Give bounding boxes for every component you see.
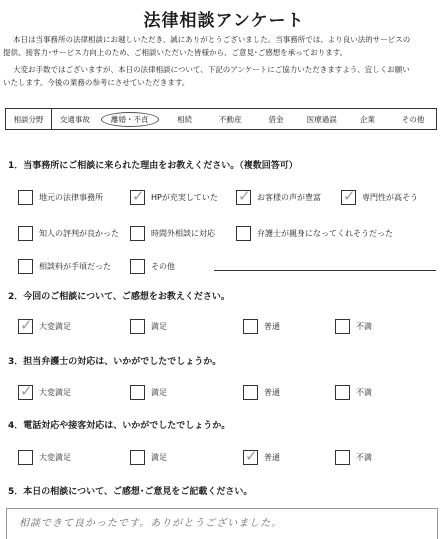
q3-option-very-satisfied[interactable] bbox=[18, 384, 71, 400]
checkbox[interactable] bbox=[18, 259, 33, 274]
option-label: 相談料が手頃だった bbox=[39, 261, 111, 271]
option-label: 大変満足 bbox=[39, 452, 71, 462]
option-label: 地元の法律事務所 bbox=[39, 192, 103, 202]
survey-title: 法律相談アンケート bbox=[143, 11, 305, 31]
checkbox-checked[interactable] bbox=[236, 190, 251, 205]
intro-line-1: 本日は当事務所の法律相談にお越しいただき、誠にありがとうございました。当事務所では、より良い法的サービスの bbox=[13, 35, 411, 44]
checkbox[interactable] bbox=[335, 385, 350, 400]
other-text-line[interactable] bbox=[214, 270, 436, 271]
q3-option-satisfied[interactable] bbox=[130, 384, 167, 400]
option-label: 大変満足 bbox=[39, 321, 71, 331]
category-debt[interactable]: 借金 bbox=[268, 114, 284, 124]
option-label: 不満 bbox=[356, 321, 372, 331]
q5-heading: 5．本日の相談について、ご感想･ご意見をご記載ください。 bbox=[8, 487, 253, 497]
checkbox[interactable] bbox=[130, 385, 145, 400]
checkbox[interactable] bbox=[243, 319, 258, 334]
q2-option-satisfied[interactable] bbox=[130, 318, 167, 334]
checkbox[interactable] bbox=[335, 319, 350, 334]
checkbox-checked[interactable] bbox=[18, 319, 33, 334]
checkbox[interactable] bbox=[236, 226, 251, 241]
option-label: 満足 bbox=[151, 321, 167, 331]
checkbox-checked[interactable] bbox=[341, 190, 356, 205]
q3-heading: 3．担当弁護士の対応は、いかがでしたでしょうか。 bbox=[8, 357, 222, 367]
q1-option-website[interactable] bbox=[130, 189, 218, 205]
q1-option-other[interactable] bbox=[130, 258, 175, 274]
checkbox[interactable] bbox=[130, 450, 145, 465]
comment-box[interactable] bbox=[6, 508, 438, 539]
q4-heading: 4．電話対応や接客対応は、いかがでしたでしょうか。 bbox=[8, 421, 231, 431]
q2-option-neutral[interactable] bbox=[243, 318, 280, 334]
q3-option-neutral[interactable] bbox=[243, 384, 280, 400]
option-label: 専門性が高そう bbox=[362, 192, 418, 202]
q2-option-very-satisfied[interactable] bbox=[18, 318, 71, 334]
q1-option-after-hours[interactable] bbox=[130, 225, 215, 241]
category-traffic[interactable]: 交通事故 bbox=[59, 114, 90, 124]
option-label: 不満 bbox=[356, 452, 372, 462]
option-label: 満足 bbox=[151, 387, 167, 397]
q1-option-local[interactable] bbox=[18, 189, 103, 205]
option-label: 不満 bbox=[356, 387, 372, 397]
q2-heading: 2．今回のご相談について、ご感想をお教えください。 bbox=[8, 292, 230, 302]
checkbox-checked[interactable] bbox=[243, 450, 258, 465]
q2-option-dissatisfied[interactable] bbox=[335, 318, 372, 334]
q4-option-neutral[interactable] bbox=[243, 449, 280, 465]
category-label: 相談分野 bbox=[6, 109, 52, 129]
checkbox[interactable] bbox=[130, 319, 145, 334]
q4-option-satisfied[interactable] bbox=[130, 449, 167, 465]
option-label: お客様の声が豊富 bbox=[257, 192, 321, 202]
category-real-estate[interactable]: 不動産 bbox=[219, 114, 242, 124]
option-label: HPが充実していた bbox=[151, 192, 218, 202]
option-label: 大変満足 bbox=[39, 387, 71, 397]
option-label: 普通 bbox=[264, 321, 280, 331]
checkbox[interactable] bbox=[18, 450, 33, 465]
intro-line-4: いたします。今後の業務の参考にさせていただきます。 bbox=[3, 78, 190, 87]
checkbox[interactable] bbox=[243, 385, 258, 400]
q1-option-expertise[interactable] bbox=[341, 189, 418, 205]
category-divorce-selected[interactable]: 離婚・不貞 bbox=[101, 112, 159, 127]
option-label: 弁護士が親身になってくれそうだった bbox=[257, 228, 393, 238]
option-label: その他 bbox=[151, 261, 175, 271]
q1-option-fee[interactable] bbox=[18, 258, 111, 274]
checkbox[interactable] bbox=[335, 450, 350, 465]
category-medical[interactable]: 医療過誤 bbox=[306, 114, 337, 124]
option-label: 普通 bbox=[264, 387, 280, 397]
q1-option-reputation[interactable] bbox=[18, 225, 119, 241]
intro-line-3: 大変お手数ではございますが、本日の法律相談について、下記のアンケートにご協力いただきますよう、宜しくお願い bbox=[13, 65, 410, 74]
checkbox[interactable] bbox=[18, 226, 33, 241]
q4-option-very-satisfied[interactable] bbox=[18, 449, 71, 465]
checkbox-checked[interactable] bbox=[18, 385, 33, 400]
checkbox[interactable] bbox=[130, 226, 145, 241]
category-row bbox=[5, 108, 437, 130]
q1-option-reviews[interactable] bbox=[236, 189, 321, 205]
category-inheritance[interactable]: 相続 bbox=[177, 114, 193, 124]
handwritten-comment: 相談できて良かったです。ありがとうございました。 bbox=[19, 518, 283, 529]
checkbox[interactable] bbox=[130, 259, 145, 274]
intro-line-2: 提供、接客力･サービス力向上のため、ご相談いただいた皆様から、ご意見･ご感想を承っております。 bbox=[3, 48, 348, 57]
option-label: 知人の評判が良かった bbox=[39, 228, 119, 238]
category-corporate[interactable]: 企業 bbox=[359, 114, 375, 124]
q3-option-dissatisfied[interactable] bbox=[335, 384, 372, 400]
checkbox[interactable] bbox=[18, 190, 33, 205]
option-label: 満足 bbox=[151, 452, 167, 462]
option-label: 普通 bbox=[264, 452, 280, 462]
q1-heading: 1．当事務所にご相談に来られた理由をお教えください。（複数回答可） bbox=[8, 161, 298, 171]
option-label: 時間外相談に対応 bbox=[151, 228, 215, 238]
checkbox-checked[interactable] bbox=[130, 190, 145, 205]
q1-option-caring-lawyer[interactable] bbox=[236, 225, 393, 241]
q4-option-dissatisfied[interactable] bbox=[335, 449, 372, 465]
category-other[interactable]: その他 bbox=[401, 114, 425, 124]
